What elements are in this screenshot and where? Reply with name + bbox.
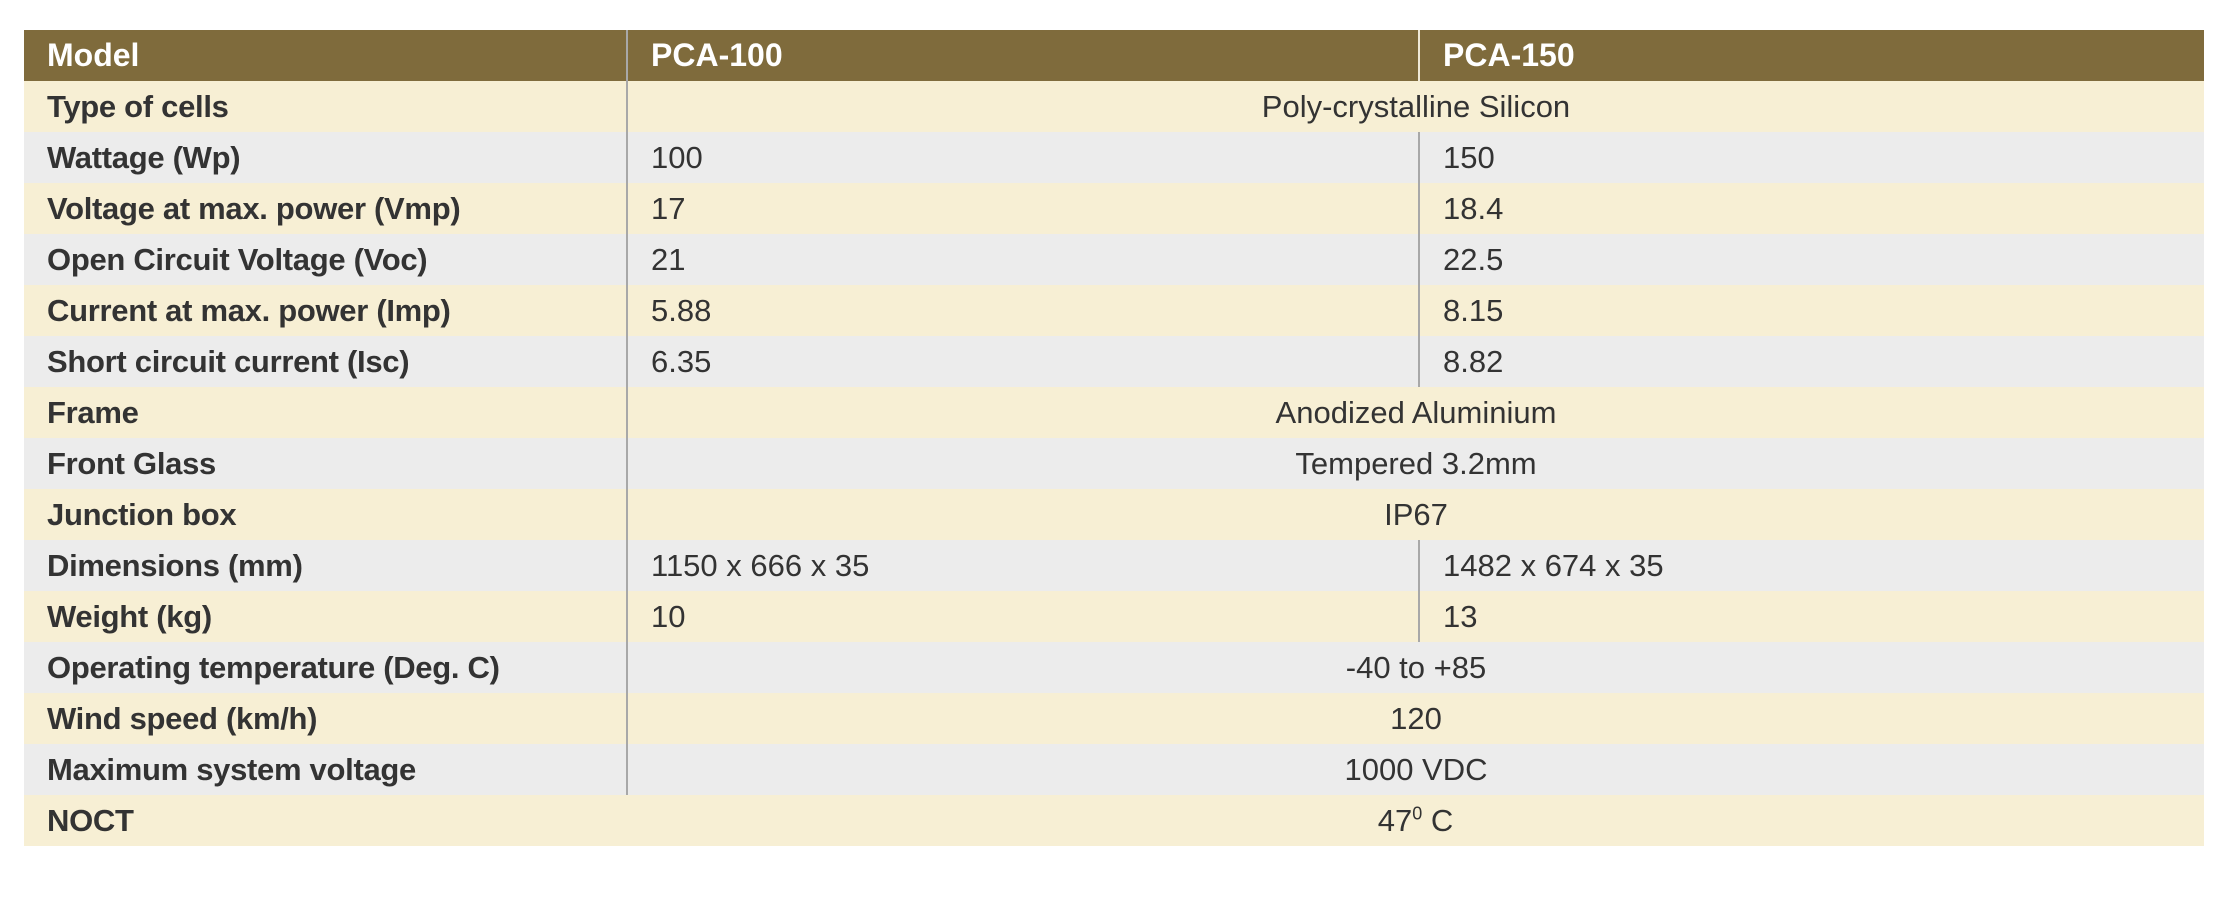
row-value-b: 8.82 (1419, 336, 2204, 387)
header-model-label: Model (24, 30, 627, 81)
table-row (24, 285, 2204, 336)
row-shared-value: Anodized Aluminium (627, 387, 2204, 438)
row-shared-value: Tempered 3.2mm (627, 438, 2204, 489)
row-label: Wind speed (km/h) (24, 693, 627, 744)
noct-value: 47 (1377, 803, 1413, 838)
row-label: Maximum system voltage (24, 744, 627, 795)
table-row (24, 795, 2204, 846)
noct-unit: C (1422, 803, 1454, 838)
row-value-b: 13 (1419, 591, 2204, 642)
row-shared-value: 120 (627, 693, 2204, 744)
row-shared-value (627, 795, 2204, 846)
table-header-row (24, 30, 2204, 81)
table-row (24, 489, 2204, 540)
row-value-b: 150 (1419, 132, 2204, 183)
row-label: Weight (kg) (24, 591, 627, 642)
header-model-b: PCA-150 (1419, 30, 2204, 81)
table-row (24, 81, 2204, 132)
row-shared-value: IP67 (627, 489, 2204, 540)
table-row (24, 744, 2204, 795)
row-value-b: 8.15 (1419, 285, 2204, 336)
row-shared-value: Poly-crystalline Silicon (627, 81, 2204, 132)
row-value-a: 5.88 (627, 285, 1419, 336)
degree-superscript: 0 (1412, 803, 1423, 824)
row-value-b: 18.4 (1419, 183, 2204, 234)
specification-table (24, 30, 2204, 846)
header-model-a: PCA-100 (627, 30, 1419, 81)
row-label: Front Glass (24, 438, 627, 489)
table-row (24, 642, 2204, 693)
row-value-a: 6.35 (627, 336, 1419, 387)
row-shared-value: -40 to +85 (627, 642, 2204, 693)
table-row (24, 132, 2204, 183)
row-label: Operating temperature (Deg. C) (24, 642, 627, 693)
row-value-a: 1150 x 666 x 35 (627, 540, 1419, 591)
row-value-a: 10 (627, 591, 1419, 642)
table-row (24, 234, 2204, 285)
table-row (24, 183, 2204, 234)
table-row (24, 540, 2204, 591)
table-row (24, 438, 2204, 489)
row-label: NOCT (24, 795, 627, 846)
row-label: Voltage at max. power (Vmp) (24, 183, 627, 234)
table-row (24, 336, 2204, 387)
table-row (24, 591, 2204, 642)
row-label: Current at max. power (Imp) (24, 285, 627, 336)
row-label: Junction box (24, 489, 627, 540)
table-row (24, 387, 2204, 438)
row-shared-value: 1000 VDC (627, 744, 2204, 795)
row-label: Wattage (Wp) (24, 132, 627, 183)
row-label: Short circuit current (Isc) (24, 336, 627, 387)
row-value-a: 17 (627, 183, 1419, 234)
row-label: Type of cells (24, 81, 627, 132)
row-value-b: 22.5 (1419, 234, 2204, 285)
row-label: Dimensions (mm) (24, 540, 627, 591)
row-value-a: 21 (627, 234, 1419, 285)
row-value-b: 1482 x 674 x 35 (1419, 540, 2204, 591)
row-label: Open Circuit Voltage (Voc) (24, 234, 627, 285)
table-row (24, 693, 2204, 744)
row-value-a: 100 (627, 132, 1419, 183)
row-label: Frame (24, 387, 627, 438)
